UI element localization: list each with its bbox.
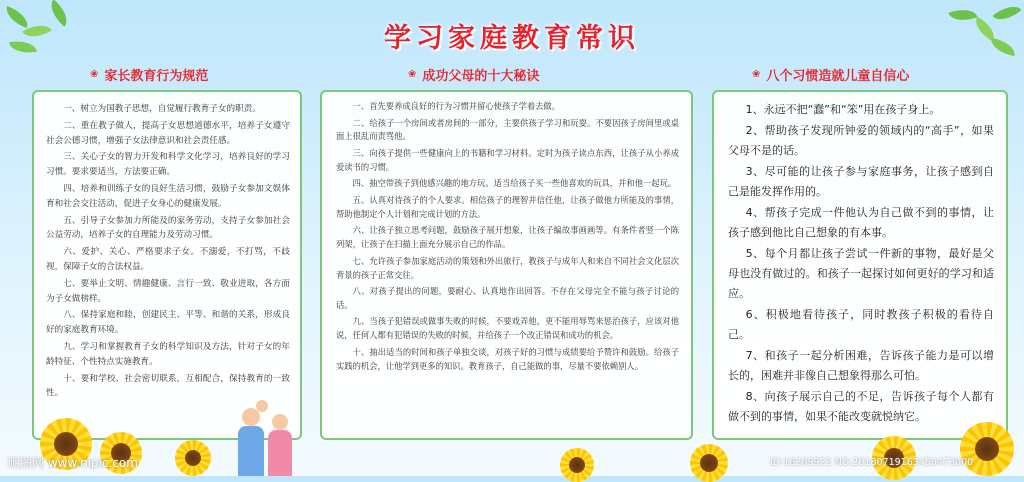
section-heading-3: ❀ 八个习惯造就儿童自信心 bbox=[752, 68, 910, 84]
list-item: 二、给孩子一个房间或者房间的一部分，主要供孩子学习和玩耍。不要因孩子房间里或桌面上很乱而责骂他。 bbox=[336, 117, 679, 142]
list-item: 四、抽空带孩子到他感兴趣的地方玩。适当给孩子买一些他喜欢的玩具，并和他一起玩。 bbox=[352, 178, 677, 189]
list-item: 六、让孩子独立思考问题，鼓励孩子展开想象，让孩子编故事画画等。有条件者竖一个陈列架，让孩子在扫描上面充分展示自己的作品。 bbox=[336, 225, 679, 250]
watermark-right: ID:18209922 NO:20180719163450473000 bbox=[770, 457, 974, 468]
list-item: 一、首先要养成良好的行为习惯并留心使孩子学着去做。 bbox=[352, 101, 561, 111]
list-item: 五、引导子女参加力所能及的家务劳动，支持子女参加社会公益劳动，培养子女的自理能力及劳动习惯。 bbox=[46, 215, 290, 241]
list-item: 5、每个月都让孩子尝试一件新的事物，最好是父母也没有做过的。和孩子一起探讨如何更好的学习和适应。 bbox=[728, 247, 994, 300]
list-item: 五、认真对待孩子的个人要求。相信孩子的理智并信任他，让孩子做他力所能及的事情，帮助他制定个人计划和完成计划的方法。 bbox=[336, 194, 679, 219]
list-item: 七、要举止文明、情趣健康、言行一致、敬业进取，各方面为子女做榜样。 bbox=[46, 278, 290, 304]
list-item: 6、积极地看待孩子，同时教孩子积极的看待自己。 bbox=[728, 308, 994, 341]
leaf-bullet-icon: ❀ bbox=[90, 68, 99, 80]
leaf-bullet-icon: ❀ bbox=[752, 68, 761, 80]
family-illustration bbox=[232, 400, 312, 476]
page-title: 学习家庭教育常识 bbox=[384, 23, 640, 54]
list-item: 8、向孩子展示自己的不足，告诉孩子每个人都有做不到的事情，如果不能改变就悦纳它。 bbox=[728, 390, 994, 423]
list-item: 三、向孩子提供一些健康向上的书籍和学习材料。定时为孩子读点东西，让孩子从小养成爱读书的习惯。 bbox=[336, 147, 679, 172]
list-item: 1、永远不把“蠢”和“笨”用在孩子身上。 bbox=[745, 103, 941, 116]
leaf-bullet-icon: ❀ bbox=[408, 68, 417, 80]
list-item: 八、保持家庭和睦，创建民主、平等、和谐的关系，形成良好的家庭教育环境。 bbox=[46, 310, 290, 336]
list-item: 三、关心子女的智力开发和科学文化学习，培养良好的学习习惯。要求要适当，方法要正确。 bbox=[46, 152, 290, 178]
list-item: 七、允许孩子参加家庭活动的策划和外出旅行，教孩子与成年人和来自不同社会文化层次背景的孩子正常交往。 bbox=[336, 255, 679, 280]
list-item: 九、当孩子犯错误或做事失败的时候，不要戏弄他，更不能用辱骂来惩治孩子，应该对他说，任何人都有犯错误的失败的时候，并给孩子一个改正错误和成功的机会。 bbox=[336, 316, 679, 341]
section-heading-2: ❀ 成功父母的十大秘诀 bbox=[408, 68, 540, 84]
list-item: 十、抽出适当的时间和孩子单独交谈，对孩子好的习惯与成绩要给予赞许和鼓励。给孩子实践的机会，让他学到更多的知识。教育孩子，自己能做的事，尽量不要依赖别人。 bbox=[336, 346, 679, 371]
list-item: 二、重在教子做人，提高子女思想道德水平，培养子女遵守社会公德习惯，增强子女法律意识和社会责任感。 bbox=[46, 120, 290, 146]
watermark-left: 昵图网 www.nipic.com bbox=[8, 456, 138, 470]
list-item: 4、帮孩子完成一件他认为自己做不到的事情，让孩子感到他比自己想象的有本事。 bbox=[728, 206, 994, 239]
list-item: 九、学习和掌握教育子女的科学知识及方法，针对子女的年龄特征、个性特点实施教育。 bbox=[46, 341, 290, 367]
panel-parent-success-tips bbox=[320, 90, 693, 440]
list-item: 十、要和学校、社会密切联系，互相配合，保持教育的一致性。 bbox=[46, 373, 290, 399]
section-heading-1: ❀ 家长教育行为规范 bbox=[90, 68, 209, 84]
panel-parent-behavior-norms bbox=[32, 90, 302, 440]
list-item: 一、树立为国教子思想，自觉履行教育子女的职责。 bbox=[63, 104, 261, 114]
list-item: 2、帮助孩子发现所钟爱的领域内的“高手”，如果父母不是的话。 bbox=[728, 124, 994, 157]
list-item: 7、和孩子一起分析困难，告诉孩子能力是可以增长的，困难并非像自己想象得那么可怕。 bbox=[728, 349, 994, 382]
list-item: 八、对孩子提出的问题，要耐心、认真地作出回答。不存在父母完全不能与孩子讨论的话。 bbox=[336, 286, 679, 310]
list-item: 六、爱护、关心、严格要求子女。不溺爱，不打骂，不歧视，保障子女的合法权益。 bbox=[46, 247, 290, 272]
list-item: 四、培养和训练子女的良好生活习惯，鼓励子女参加文娱体育和社会交往活动，促进子女身心的健康发展。 bbox=[46, 183, 290, 209]
panel-child-confidence-habits bbox=[712, 90, 1008, 440]
list-item: 3、尽可能的让孩子参与家庭事务，让孩子感到自己是能发挥作用的。 bbox=[728, 165, 994, 198]
